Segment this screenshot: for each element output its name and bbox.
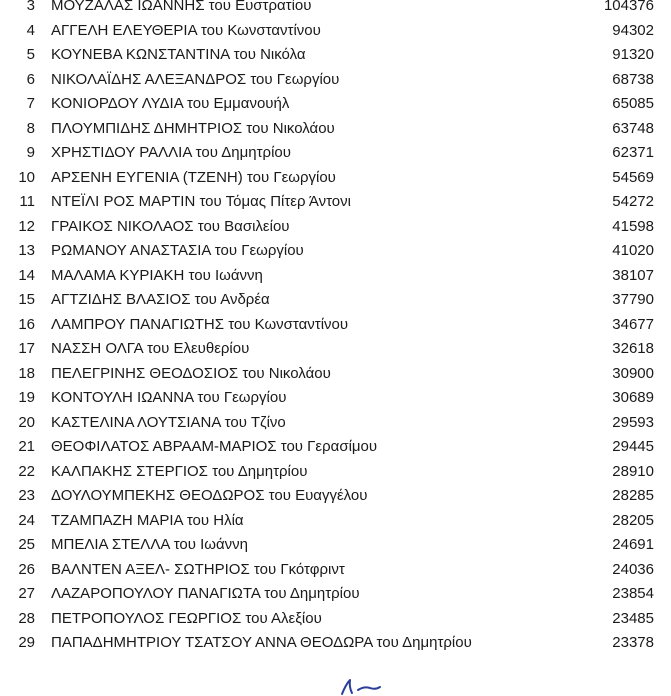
candidate-name: ΚΟΝΙΟΡΔΟΥ ΛΥΔΙΑ του Εμμανουήλ (51, 95, 290, 112)
table-row (0, 509, 671, 534)
table-row (0, 239, 671, 264)
candidate-name: ΑΓΓΕΛΗ ΕΛΕΥΘΕΡΙΑ του Κωνσταντίνου (51, 21, 321, 39)
candidate-name: ΚΟΝΤΟΥΛΗ ΙΩΑΝΝΑ του Γεωργίου (51, 389, 287, 406)
vote-count: 37790 (612, 291, 654, 308)
candidate-name: ΠΕΤΡΟΠΟΥΛΟΣ ΓΕΩΡΓΙΟΣ του Αλεξίου (51, 609, 322, 627)
signature-mark-icon (328, 678, 388, 696)
candidate-name: ΤΖΑΜΠΑΖΗ ΜΑΡΙΑ του Ηλία (51, 511, 244, 529)
candidate-name: ΑΡΣΕΝΗ ΕΥΓΕΝΙΑ (ΤΖΕΝΗ) του Γεωργίου (51, 168, 336, 186)
row-rank: 23 (18, 487, 35, 504)
vote-count: 62371 (612, 144, 654, 161)
row-rank: 13 (18, 242, 35, 259)
vote-count: 91320 (612, 46, 654, 63)
candidate-name: ΝΙΚΟΛΑΪΔΗΣ ΑΛΕΞΑΝΔΡΟΣ του Γεωργίου (51, 70, 340, 88)
table-row (0, 484, 671, 509)
row-rank: 4 (26, 21, 35, 39)
table-row (0, 264, 671, 289)
candidate-name: ΠΑΠΑΔΗΜΗΤΡΙΟΥ ΤΣΑΤΣΟΥ ΑΝΝΑ ΘΕΟΔΩΡΑ του Δημητρίου (51, 634, 472, 651)
table-row (0, 68, 671, 93)
table-row (0, 141, 671, 166)
candidate-name: ΒΑΛΝΤΕΝ ΑΞΕΛ- ΣΩΤΗΡΙΟΣ του Γκότφριντ (51, 560, 345, 578)
vote-count: 29445 (612, 438, 654, 455)
vote-count: 54272 (612, 193, 654, 210)
vote-count: 63748 (612, 119, 654, 137)
vote-count: 23485 (612, 609, 654, 627)
row-rank: 8 (26, 119, 35, 137)
vote-count: 30900 (612, 364, 654, 382)
row-rank: 3 (26, 0, 35, 14)
row-rank: 11 (19, 193, 35, 210)
table-row (0, 607, 671, 632)
table-row (0, 460, 671, 485)
row-rank: 19 (18, 389, 35, 406)
table-row (0, 0, 671, 19)
row-rank: 16 (18, 315, 35, 333)
candidate-name: ΧΡΗΣΤΙΔΟΥ ΡΑΛΛΙΑ του Δημητρίου (51, 144, 291, 161)
candidate-name: ΜΠΕΛΙΑ ΣΤΕΛΛΑ του Ιωάννη (51, 536, 249, 553)
row-rank: 18 (18, 364, 35, 382)
table-row (0, 411, 671, 436)
table-row (0, 190, 671, 215)
row-rank: 26 (18, 560, 35, 578)
row-rank: 24 (18, 511, 35, 529)
candidate-name: ΚΟΥΝΕΒΑ ΚΩΝΣΤΑΝΤΙΝΑ του Νικόλα (51, 46, 306, 63)
vote-count: 104376 (603, 0, 654, 14)
candidate-name: ΚΑΛΠΑΚΗΣ ΣΤΕΡΓΙΟΣ του Δημητρίου (51, 462, 308, 480)
row-rank: 6 (26, 70, 35, 88)
row-rank: 29 (18, 634, 35, 651)
candidate-name: ΛΑΜΠΡΟΥ ΠΑΝΑΓΙΩΤΗΣ του Κωνσταντίνου (51, 315, 349, 333)
candidate-name: ΠΕΛΕΓΡΙΝΗΣ ΘΕΟΔΟΣΙΟΣ του Νικολάου (51, 364, 331, 382)
vote-count: 29593 (612, 413, 654, 431)
vote-count: 24691 (612, 536, 654, 553)
table-row (0, 43, 671, 68)
candidate-name: ΚΑΣΤΕΛΙΝΑ ΛΟΥΤΣΙΑΝΑ του Τζίνο (51, 413, 286, 431)
table-row (0, 337, 671, 362)
vote-count: 34677 (612, 315, 654, 333)
candidate-name: ΑΓΤΖΙΔΗΣ ΒΛΑΣΙΟΣ του Ανδρέα (51, 291, 270, 308)
vote-count: 68738 (612, 70, 654, 88)
table-row (0, 558, 671, 583)
row-rank: 12 (18, 217, 35, 235)
row-rank: 14 (18, 266, 35, 284)
row-rank: 25 (18, 536, 35, 553)
table-row (0, 117, 671, 142)
vote-count: 32618 (612, 340, 654, 357)
row-rank: 20 (18, 413, 35, 431)
candidate-name: ΓΡΑΙΚΟΣ ΝΙΚΟΛΑΟΣ του Βασιλείου (51, 217, 290, 235)
row-rank: 15 (18, 291, 35, 308)
row-rank: 27 (18, 585, 35, 602)
candidate-name: ΔΟΥΛΟΥΜΠΕΚΗΣ ΘΕΟΔΩΡΟΣ του Ευαγγέλου (51, 487, 368, 504)
table-row (0, 92, 671, 117)
vote-count: 23854 (612, 585, 654, 602)
vote-count: 24036 (612, 560, 654, 578)
vote-count: 41020 (612, 242, 654, 259)
row-rank: 9 (26, 144, 35, 161)
row-rank: 28 (18, 609, 35, 627)
table-row (0, 166, 671, 191)
row-rank: 17 (18, 340, 35, 357)
table-row (0, 631, 671, 656)
vote-count: 94302 (612, 21, 654, 39)
candidate-name: ΝΤΕΪΛΙ ΡΟΣ ΜΑΡΤΙΝ του Τόμας Πίτερ Άντονι (51, 193, 351, 210)
candidate-name: ΘΕΟΦΙΛΑΤΟΣ ΑΒΡΑΑΜ-ΜΑΡΙΟΣ του Γερασίμου (51, 438, 378, 455)
vote-count: 41598 (612, 217, 654, 235)
vote-count: 38107 (612, 266, 654, 284)
table-row (0, 313, 671, 338)
table-row (0, 19, 671, 44)
vote-count: 23378 (612, 634, 654, 651)
candidate-name: ΛΑΖΑΡΟΠΟΥΛΟΥ ΠΑΝΑΓΙΩΤΑ του Δημητρίου (51, 585, 360, 602)
row-rank: 22 (18, 462, 35, 480)
candidate-name: ΝΑΣΣΗ ΟΛΓΑ του Ελευθερίου (51, 340, 250, 357)
row-rank: 7 (26, 95, 35, 112)
candidate-name: ΜΑΛΑΜΑ ΚΥΡΙΑΚΗ του Ιωάννη (51, 266, 263, 284)
table-row (0, 435, 671, 460)
candidate-name: ΡΩΜΑΝΟΥ ΑΝΑΣΤΑΣΙΑ του Γεωργίου (51, 242, 304, 259)
table-row (0, 582, 671, 607)
table-row (0, 215, 671, 240)
row-rank: 10 (18, 168, 35, 186)
candidate-name: ΠΛΟΥΜΠΙΔΗΣ ΔΗΜΗΤΡΙΟΣ του Νικολάου (51, 119, 335, 137)
vote-count: 28285 (612, 487, 654, 504)
table-row (0, 386, 671, 411)
table-row (0, 362, 671, 387)
vote-count: 65085 (612, 95, 654, 112)
row-rank: 5 (26, 46, 35, 63)
vote-count: 28910 (612, 462, 654, 480)
vote-count: 30689 (612, 389, 654, 406)
vote-count: 28205 (612, 511, 654, 529)
row-rank: 21 (18, 438, 35, 455)
candidate-name: ΜΟΥΖΑΛΑΣ ΙΩΑΝΝΗΣ του Ευστρατίου (51, 0, 312, 14)
table-row (0, 288, 671, 313)
vote-count: 54569 (612, 168, 654, 186)
table-row (0, 533, 671, 558)
